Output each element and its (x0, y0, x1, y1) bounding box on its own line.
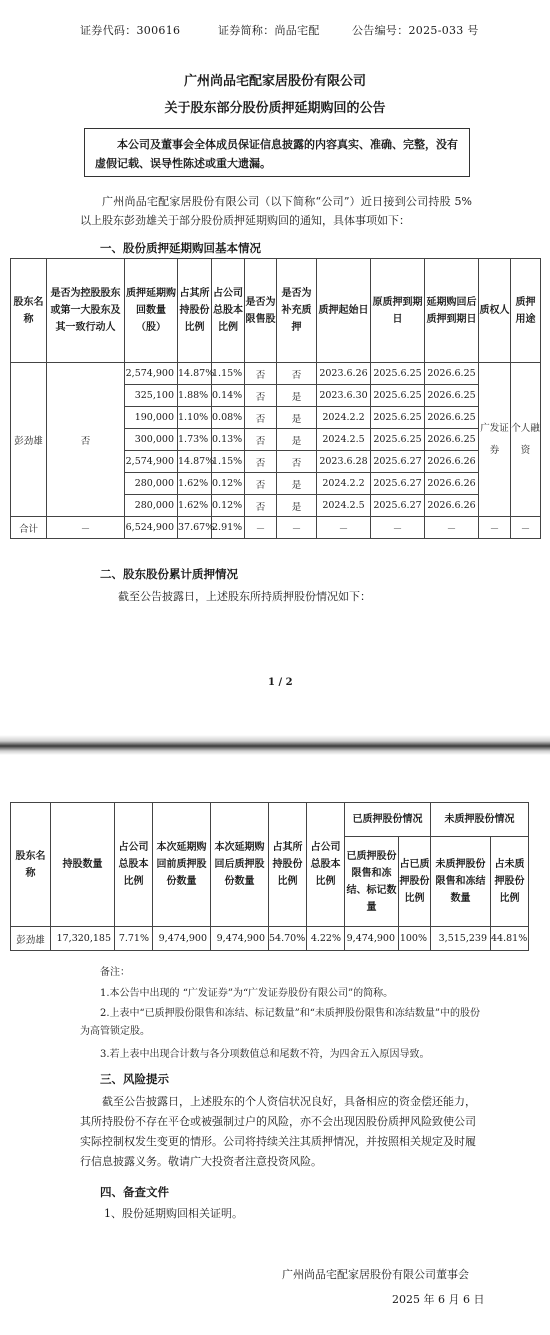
table-cell: 2026.6.25 (425, 385, 479, 407)
col-shares-header: 持股数量 (51, 803, 115, 927)
table-cell: 2025.6.25 (371, 385, 425, 407)
table-cell: 是 (277, 407, 317, 429)
note-item-3: 3.若上表中出现合计数与各分项数值总和尾数不符，为四舍五入原因导致。 (100, 1049, 430, 1060)
document-page-2 (0, 755, 550, 1335)
col-before-header: 本次延期购回前质押股份数量 (153, 803, 211, 927)
table-cell: 9,474,900 (345, 927, 399, 951)
table-cell: 2025.6.27 (371, 451, 425, 473)
table-cell: 否 (245, 451, 277, 473)
table-cell: 2025.6.25 (371, 407, 425, 429)
table-cell: 1.88% (178, 385, 212, 407)
company-title: 广州尚品宅配家居股份有限公司 (183, 74, 366, 89)
table-cell: 2025.6.27 (371, 495, 425, 517)
pledge-extension-table (10, 258, 541, 539)
col-pledgee-header: 质权人 (479, 259, 511, 363)
table-cell: 1.15% (212, 451, 245, 473)
section2-intro: 截至公告披露日，上述股东所持质押股份情况如下： (118, 590, 371, 603)
table-cell: 1.62% (178, 473, 212, 495)
table-cell: 7.71% (115, 927, 153, 951)
table-cell: － (511, 517, 541, 539)
table-cell: 2024.2.5 (317, 495, 371, 517)
table-cell: 1.62% (178, 495, 212, 517)
guarantee-notice-box: 本公司及董事会全体成员保证信息披露的内容真实、准确、完整，没有虚假记载、误导性陈述或重大遗漏。 (84, 128, 470, 177)
table-cell: 280,000 (125, 495, 178, 517)
table-cell: 2026.6.26 (425, 473, 479, 495)
table-cell: 9,474,900 (153, 927, 211, 951)
table-cell: 17,320,185 (51, 927, 115, 951)
announcement-title: 关于股东部分股份质押延期购回的公告 (164, 101, 386, 116)
unpledged-ratio-header: 占未质押股份比例 (491, 837, 529, 927)
cumulative-pledge-table (10, 802, 529, 951)
section4-heading: 四、备查文件 (100, 1185, 169, 1199)
unpledged-group-header: 未质押股份情况 (431, 803, 529, 837)
table-cell: 否 (245, 473, 277, 495)
table-cell: 是 (277, 495, 317, 517)
table-cell: 彭劲雄 (11, 927, 51, 951)
table-cell: 2023.6.26 (317, 363, 371, 385)
section2-heading: 二、股东股份累计质押情况 (100, 567, 238, 581)
table-cell: － (277, 517, 317, 539)
table-cell: 2023.6.30 (317, 385, 371, 407)
security-name: 证券简称：尚品宅配 (218, 24, 320, 37)
table-cell: 2025.6.25 (371, 429, 425, 451)
table-cell: 是 (277, 429, 317, 451)
pledged-ratio-header: 占已质押股份比例 (399, 837, 431, 927)
table-cell: 2,574,900 (125, 363, 178, 385)
table-cell: 325,100 (125, 385, 178, 407)
table-cell: 0.12% (212, 473, 245, 495)
risk-paragraph: 截至公告披露日，上述股东的个人资信状况良好，具备相应的资金偿还能力，其所持股份不存在平仓或被强制过户的风险，亦不会出现因股份质押风险致使公司实际控制权发生变更的情形。公司将持续关注其质押情况，并按照相关规定及时履行信息披露义务。敬请广大投资者注意投资风险。 (80, 1095, 476, 1168)
table-cell: 0.08% (212, 407, 245, 429)
section1-heading: 一、股份质押延期购回基本情况 (100, 241, 261, 255)
table-cell: － (371, 517, 425, 539)
table-cell: 否 (245, 495, 277, 517)
table-cell: 否 (277, 451, 317, 473)
table-cell: 4.22% (307, 927, 345, 951)
table-cell: 6,524,900 (125, 517, 178, 539)
notes-label: 备注： (100, 967, 130, 978)
table-cell: 100% (399, 927, 431, 951)
table-cell: 14.87% (178, 363, 212, 385)
table-header-row (11, 259, 541, 363)
table-cell: 2026.6.25 (425, 429, 479, 451)
col-start-date-header: 质押起始日 (317, 259, 371, 363)
table-cell: 2024.2.2 (317, 473, 371, 495)
table-cell: 0.14% (212, 385, 245, 407)
col-holder-header: 股东名称 (11, 259, 47, 363)
table-header-row (11, 803, 529, 837)
table-cell: 2026.6.26 (425, 495, 479, 517)
table-cell: 否 (245, 385, 277, 407)
table-cell: 1.15% (212, 363, 245, 385)
board-signature: 广州尚品宅配家居股份有限公司董事会 (282, 1268, 469, 1281)
holder-name-cell: 彭劲雄 (11, 363, 47, 517)
table-cell: 37.67% (178, 517, 212, 539)
intro-paragraph: 广州尚品宅配家居股份有限公司（以下简称“公司”）近日接到公司持股 5%以上股东彭劲雄关于部分股份质押延期购回的通知，具体事项如下： (80, 195, 472, 227)
pledgee-cell: 广发证券 (479, 363, 511, 517)
pledged-restricted-header: 已质押股份限售和冻结、标记数量 (345, 837, 399, 927)
col-total-ratio-header: 占公司总股本比例 (212, 259, 245, 363)
col-original-due-header: 原质押到期日 (371, 259, 425, 363)
table-cell: 否 (245, 407, 277, 429)
table-cell: 否 (245, 363, 277, 385)
controlling-cell: 否 (47, 363, 125, 517)
table-cell: 2026.6.25 (425, 363, 479, 385)
table-cell: 是 (277, 385, 317, 407)
table-cell: 合计 (11, 517, 47, 539)
table-cell: 280,000 (125, 473, 178, 495)
col-supplementary-header: 是否为补充质押 (277, 259, 317, 363)
table-cell: 2024.2.2 (317, 407, 371, 429)
col-holder-header: 股东名称 (11, 803, 51, 927)
table-cell: － (317, 517, 371, 539)
table-row (11, 363, 541, 385)
col-purpose-header: 质押用途 (511, 259, 541, 363)
table-cell: － (245, 517, 277, 539)
note-item-2: 2.上表中“已质押股份限售和冻结、标记数量”和“未质押股份限售和冻结数量”中的股份为高管锁定股。 (80, 1008, 480, 1037)
table-cell: 2025.6.25 (371, 363, 425, 385)
table-cell: 2026.6.25 (425, 407, 479, 429)
table-cell: 否 (277, 363, 317, 385)
security-code: 证券代码：300616 (80, 24, 181, 37)
table-cell: － (425, 517, 479, 539)
col-total-ratio2-header: 占公司总股本比例 (307, 803, 345, 927)
table-cell: 44.81% (491, 927, 529, 951)
pledged-group-header: 已质押股份情况 (345, 803, 431, 837)
table-cell: 2,574,900 (125, 451, 178, 473)
table-cell: 3,515,239 (431, 927, 491, 951)
table-total-row (11, 517, 541, 539)
table-cell: 是 (277, 473, 317, 495)
table-cell: 2.91% (212, 517, 245, 539)
col-own-ratio-header: 占其所持股份比例 (269, 803, 307, 927)
note-item-1: 1.本公告中出现的 “广发证券”为“广发证券股份有限公司”的简称。 (100, 988, 394, 999)
col-controlling-header: 是否为控股股东或第一大股东及其一致行动人 (47, 259, 125, 363)
table-cell: 否 (245, 429, 277, 451)
section3-heading: 三、风险提示 (100, 1072, 169, 1086)
table-cell: 2024.2.5 (317, 429, 371, 451)
table-row (11, 927, 529, 951)
col-quantity-header: 质押延期购回数量（股） (125, 259, 178, 363)
table-cell: － (47, 517, 125, 539)
table-cell: 54.70% (269, 927, 307, 951)
table-cell: 1.10% (178, 407, 212, 429)
unpledged-restricted-header: 未质押股份限售和冻结数量 (431, 837, 491, 927)
col-after-header: 本次延期购回后质押股份数量 (211, 803, 269, 927)
table-cell: 0.12% (212, 495, 245, 517)
table-cell: 14.87% (178, 451, 212, 473)
col-total-ratio-header: 占公司总股本比例 (115, 803, 153, 927)
page-number: 1 / 2 (268, 677, 293, 688)
col-extended-due-header: 延期购回后质押到期日 (425, 259, 479, 363)
page-separator (0, 735, 550, 755)
col-restricted-header: 是否为限售股 (245, 259, 277, 363)
table-cell: 9,474,900 (211, 927, 269, 951)
table-cell: 2025.6.27 (371, 473, 425, 495)
table-cell: 190,000 (125, 407, 178, 429)
table-cell: － (479, 517, 511, 539)
reference-document-item: 1、股份延期购回相关证明。 (104, 1207, 243, 1220)
announcement-date: 2025 年 6 月 6 日 (392, 1293, 485, 1306)
table-cell: 2023.6.28 (317, 451, 371, 473)
col-own-ratio-header: 占其所持股份比例 (178, 259, 212, 363)
table-cell: 300,000 (125, 429, 178, 451)
purpose-cell: 个人融资 (511, 363, 541, 517)
table-cell: 2026.6.26 (425, 451, 479, 473)
table-cell: 0.13% (212, 429, 245, 451)
table-cell: 1.73% (178, 429, 212, 451)
notice-number: 公告编号：2025-033 号 (352, 24, 479, 37)
